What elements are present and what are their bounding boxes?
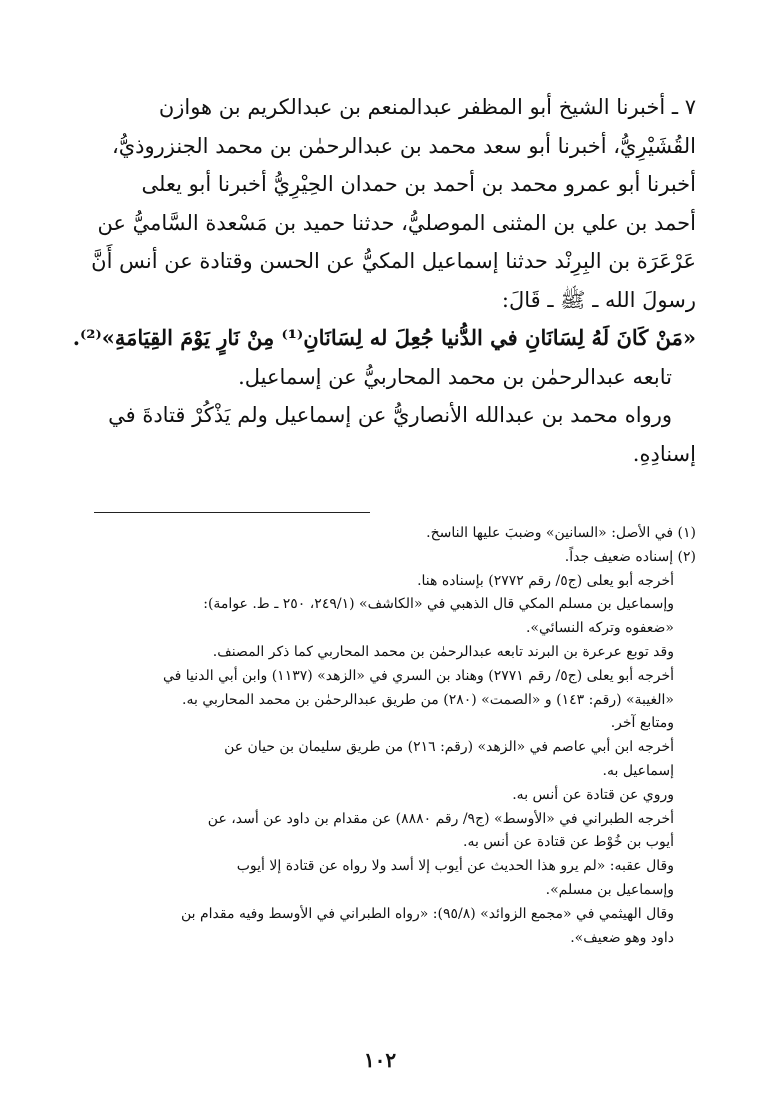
page-number: ١٠٢ [363,1048,397,1072]
footnote-line: أخرجه ابن أبي عاصم في «الزهد» (رقم: ٢١٦) من طريق سليمان بن حيان عن [224,739,674,756]
main-text-body [66,88,696,473]
footnote-line: وروي عن قتادة عن أنس به. [512,786,674,803]
footnote-line: وقد توبع عرعرة بن البرند تابعه عبدالرحمٰن بن محمد المحاربي كما ذكر المصنف. [212,643,674,660]
footnote-line: وإسماعيل بن مسلم». [545,881,674,898]
main-line: إسنادِهِ. [632,441,696,466]
footnote-line: أخرجه أبو يعلى (ج٥/ رقم ٢٧٧٢) بإسناده هنا. [417,572,674,589]
footnote-1: (١) في الأصل: «السانين» وضببَ عليها الناسخ. [426,525,696,541]
footnotes [56,522,696,950]
footnote-2: (٢) إسناده ضعيف جداً. [564,548,696,565]
footnote-line: إسماعيل به. [602,762,674,779]
footnote-line: «الغيبة» (رقم: ١٤٣) و «الصمت» (٢٨٠) من طريق عبدالرحمٰن بن محمد المحاربي به. [182,691,674,708]
hadith-text: «مَنْ كَانَ لَهُ لِسَانَانِ في الدُّنيا جُعِلَ له لِسَانَانِ⁽¹⁾ مِنْ نَارٍ يَوْمَ القِيَامَةِ»⁽²⁾. [72,325,696,350]
footnote-line: وإسماعيل بن مسلم المكي قال الذهبي في «الكاشف» (٢٤٩/١، ٢٥٠ ـ ط. عوامة): [203,596,674,613]
main-line: أحمد بن علي بن المثنى الموصليُّ، حدثنا حميد بن مَسْعدة السَّاميُّ عن [97,210,696,235]
footnote-line: وقال الهيثمي في «مجمع الزوائد» (٩٥/٨): «رواه الطبراني في الأوسط وفيه مقدام بن [181,905,674,922]
footnote-line: وقال عقبه: «لم يرو هذا الحديث عن أيوب إلا أسد ولا رواه عن قتادة إلا أيوب [236,858,674,875]
footnote-line: أخرجه الطبراني في «الأوسط» (ج٩/ رقم ٨٨٨٠) عن مقدام بن داود عن أسد، عن [207,810,674,827]
main-line: القُشَيْرِيُّ، أخبرنا أبو سعد محمد بن عبدالرحمٰن بن محمد الجنزروذيُّ، [111,133,696,158]
footnote-line: داود وهو ضعيف». [570,929,674,946]
main-line: ٧ ـ أخبرنا الشيخ أبو المظفر عبدالمنعم بن عبدالكريم بن هوازن [158,95,696,119]
footnote-divider [94,512,370,513]
main-line: عَرْعَرَة بن البِرِنْد حدثنا إسماعيل المكيُّ عن الحسن وقتادة عن أنس أَنَّ [91,249,696,273]
main-line: أخبرنا أبو عمرو محمد بن أحمد بن حمدان الحِيْرِيُّ أخبرنا أبو يعلى [141,172,696,196]
footnote-line: ومتابع آخر. [610,715,674,732]
main-line: تابعه عبدالرحمٰن بن محمد المحاربيُّ عن إسماعيل. [238,364,672,389]
footnote-line: أيوب بن خُوْط عن قتادة عن أنس به. [463,834,674,851]
footnote-line: أخرجه أبو يعلى (ج٥/ رقم ٢٧٧١) وهناد بن السري في «الزهد» (١١٣٧) وابن أبي الدنيا في [162,667,674,684]
main-line: رسولَ الله ـ ﷺ ـ قَالَ: [501,287,696,312]
main-line: ورواه محمد بن عبدالله الأنصاريُّ عن إسماعيل ولم يَذْكُرْ قتادةَ في [108,403,672,427]
footnote-line: «ضعفوه وتركه النسائي». [525,620,674,637]
